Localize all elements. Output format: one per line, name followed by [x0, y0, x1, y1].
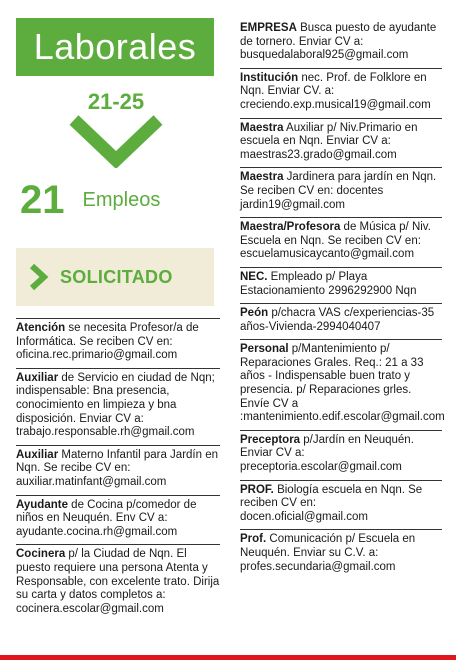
ad-heading: Atención	[16, 322, 66, 334]
list-item	[240, 303, 442, 339]
ad-heading: Maestra	[240, 121, 284, 134]
count-row	[20, 178, 216, 222]
ad-heading: Prof.	[240, 533, 267, 546]
right-ads-list	[240, 22, 445, 579]
list-item	[240, 118, 442, 168]
count-label: Empleos	[82, 188, 161, 211]
ad-body: Jardinera para jardín en Nqn. Se reciben CV en: docentes jardin19@gmail.com	[240, 171, 437, 211]
ad-body: Materno Infantil para Jardín en Nqn. Se recibe CV en: auxiliar.matinfant@gmail.com	[16, 448, 219, 488]
list-item	[240, 430, 442, 480]
ad-body: se necesita Profesor/a de Informática. Se reciben CV en: oficina.rec.primario@gmail.com	[16, 322, 199, 362]
list-item	[240, 529, 442, 579]
ad-body: p/Jardín en Neuquén. Enviar CV a: preceptoria.escolar@gmail.com	[240, 433, 414, 474]
list-item	[240, 68, 442, 118]
ad-body: de Cocina p/comedor de niños en Neuquén. Env CV a: ayudante.cocina.rh@gmail.com	[16, 498, 197, 538]
ad-heading: NEC.	[240, 270, 268, 283]
ad-body: p/ la Ciudad de Nqn. El puesto requiere una persona Atenta y Responsable, con excelente trato. Dirija su carta y datos completos a: cocinera.escolar@gmail.com	[16, 548, 220, 615]
ad-heading: Personal	[240, 343, 289, 356]
ad-body: p/Mantenimiento p/ Reparaciones Grales. Req.: 21 a 33 años - Indispensable buen trato y presencia. p/ Reparaciones grles. Envíe CV a :mantenimiento.edif.escolar@gmail.com	[240, 343, 445, 424]
ad-heading: Ayudante	[16, 498, 68, 511]
list-item	[16, 368, 220, 445]
list-item	[16, 544, 220, 621]
ad-body: p/chacra VAS c/experiencias-35 años-Vivienda-2994040407	[240, 307, 435, 333]
list-item	[240, 167, 442, 217]
chevron-right-icon	[28, 263, 50, 291]
section-header	[16, 18, 216, 306]
ad-heading: Maestra/Profesora	[240, 221, 341, 234]
ad-body: Busca puesto de ayudante de tornero. Enviar CV a: busquedalaboral925@gmail.com	[240, 22, 437, 62]
list-item	[240, 22, 442, 68]
ad-heading: Cocinera	[16, 548, 66, 561]
category-title: Laborales	[16, 18, 214, 76]
chevron-down-icon	[16, 114, 216, 168]
ad-body: Biología escuela en Nqn. Se reciben CV en: docen.oficial@gmail.com	[240, 483, 423, 523]
ad-heading: Auxiliar	[16, 371, 59, 384]
list-item	[240, 267, 442, 303]
list-item	[16, 495, 220, 545]
range-label: 21-25	[87, 89, 145, 114]
ad-heading: Auxiliar	[16, 448, 59, 461]
ad-body: de Servicio en ciudad de Nqn; indispensable: Bna presencia, conocimiento en limpieza y bna disposición. Enviar CV a: trabajo.responsable.rh@gmail.com	[16, 371, 215, 439]
ad-body: Auxiliar p/ Niv.Primario en escuela en Nqn. Enviar CV a: maestras23.grado@gmail.com	[240, 121, 418, 161]
count-number: 21	[20, 178, 65, 222]
list-item	[16, 318, 220, 368]
list-item	[240, 480, 442, 530]
ad-body: nec. Prof. de Folklore en Nqn. Enviar CV. a: creciendo.exp.musical19@gmail.com	[240, 71, 431, 111]
list-item	[240, 339, 445, 430]
ad-heading: EMPRESA	[240, 22, 297, 34]
ad-heading: Institución	[240, 71, 299, 84]
ad-heading: Preceptora	[240, 433, 301, 446]
ad-body: de Música p/ Niv. Escuela en Nqn. Se reciben CV en: escuelamusicaycanto@gmail.com	[240, 221, 431, 261]
solicitado-banner	[16, 248, 214, 306]
solicitado-label: SOLICITADO	[60, 266, 173, 287]
list-item	[240, 217, 442, 267]
ad-heading: Maestra	[240, 171, 284, 184]
ad-body: Empleado p/ Playa Estacionamiento 2996292900 Nqn	[240, 270, 417, 297]
bottom-divider	[0, 655, 456, 660]
ad-heading: PROF.	[240, 483, 274, 496]
ad-heading: Peón	[240, 307, 269, 320]
left-ads-list	[16, 318, 220, 621]
ad-body: Comunicación p/ Escuela en Neuquén. Enviar su C.V. a: profes.secundaria@gmail.com	[240, 533, 416, 573]
list-item	[16, 445, 220, 495]
